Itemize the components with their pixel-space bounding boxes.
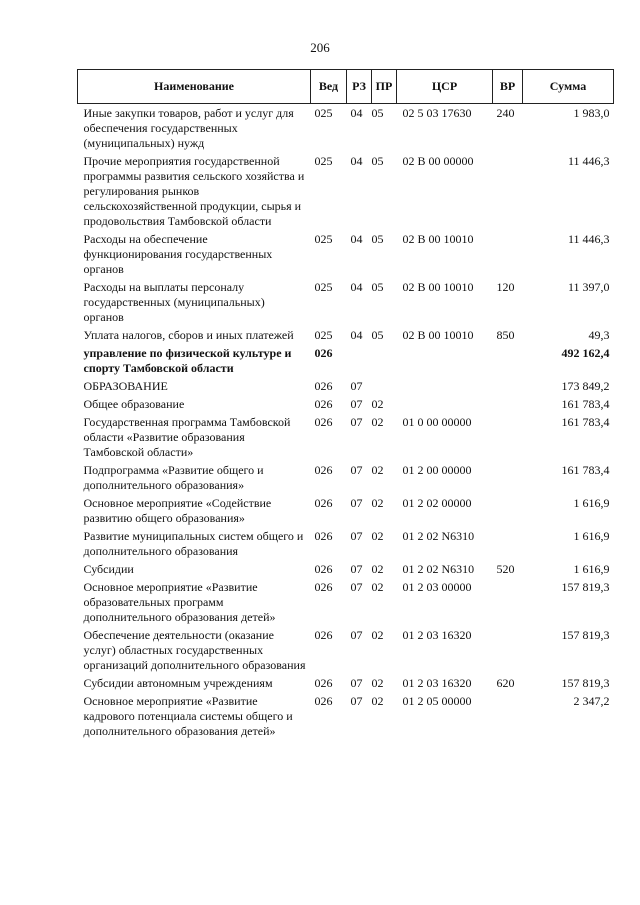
cell-pr: 02 (371, 580, 384, 594)
cell-rz: 04 (350, 106, 363, 120)
cell-csr: 01 2 02 00000 (402, 496, 472, 510)
cell-sum: 161 783,4 (561, 397, 610, 411)
header-pr: ПР (372, 70, 397, 104)
table-row (78, 379, 614, 397)
cell-sum: 173 849,2 (561, 379, 610, 393)
cell-ved: 025 (314, 232, 333, 246)
header-name: Наименование (78, 70, 311, 104)
cell-rz: 04 (350, 280, 363, 294)
cell-pr: 05 (371, 280, 384, 294)
cell-rz: 07 (350, 562, 363, 576)
cell-pr: 05 (371, 328, 384, 342)
table-row (78, 346, 614, 379)
cell-pr: 02 (371, 628, 384, 642)
cell-vr: 620 (496, 676, 515, 690)
cell-sum: 11 446,3 (567, 154, 610, 168)
cell-vr: 240 (496, 106, 515, 120)
cell-vr: 520 (496, 562, 515, 576)
cell-ved: 026 (314, 496, 333, 510)
cell-pr: 02 (371, 415, 384, 429)
cell-sum: 492 162,4 (561, 346, 610, 360)
table-row (78, 463, 614, 496)
cell-rz: 07 (350, 694, 363, 708)
cell-ved: 026 (314, 676, 333, 690)
cell-ved: 026 (314, 397, 333, 411)
cell-name: Развитие муниципальных систем общего и дополнительного образования (83, 529, 304, 558)
table-row (78, 232, 614, 280)
cell-sum: 1 616,9 (573, 562, 610, 576)
cell-rz (347, 346, 372, 379)
cell-csr: 02 В 00 10010 (402, 328, 474, 342)
budget-table (77, 69, 614, 742)
cell-name: Прочие мероприятия государственной программы развития сельского хозяйства и регулирования рынков сельскохозяйственной продукции, сырья и продовольствия Тамбовской области (83, 154, 305, 228)
cell-vr (493, 379, 523, 397)
cell-name: Обеспечение деятельности (оказание услуг) областных государственных организаций дополнительного образования (83, 628, 306, 672)
cell-ved: 026 (314, 415, 333, 429)
cell-csr: 01 2 03 16320 (402, 628, 472, 642)
cell-sum: 161 783,4 (561, 415, 610, 429)
cell-sum: 157 819,3 (561, 628, 610, 642)
cell-vr (493, 232, 523, 280)
table-row (78, 562, 614, 580)
cell-csr: 01 2 05 00000 (402, 694, 472, 708)
table-row (78, 628, 614, 676)
cell-rz: 07 (350, 496, 363, 510)
cell-rz: 07 (350, 529, 363, 543)
cell-rz: 07 (350, 580, 363, 594)
cell-name: Уплата налогов, сборов и иных платежей (83, 328, 294, 342)
cell-pr: 05 (371, 106, 384, 120)
cell-csr: 02 В 00 10010 (402, 232, 474, 246)
cell-vr (493, 346, 523, 379)
header-vr: ВР (493, 70, 523, 104)
cell-ved: 026 (314, 628, 333, 642)
table-row (78, 280, 614, 328)
cell-sum: 1 616,9 (573, 496, 610, 510)
table-body (78, 104, 614, 743)
cell-sum: 157 819,3 (561, 580, 610, 594)
cell-ved: 026 (314, 346, 333, 360)
cell-vr: 850 (496, 328, 515, 342)
cell-csr (397, 397, 493, 415)
cell-pr: 02 (371, 529, 384, 543)
cell-pr: 02 (371, 562, 384, 576)
cell-ved: 026 (314, 529, 333, 543)
cell-pr: 02 (371, 463, 384, 477)
cell-vr (493, 628, 523, 676)
cell-name: Подпрограмма «Развитие общего и дополнительного образования» (83, 463, 264, 492)
cell-csr: 02 5 03 17630 (402, 106, 472, 120)
table-row (78, 328, 614, 346)
cell-rz: 07 (350, 628, 363, 642)
cell-csr: 01 2 03 00000 (402, 580, 472, 594)
cell-pr: 05 (371, 232, 384, 246)
cell-csr (397, 379, 493, 397)
cell-name: Субсидии (83, 562, 134, 576)
cell-name: Основное мероприятие «Развитие образовательных программ дополнительного образования детей» (83, 580, 276, 624)
table-row (78, 397, 614, 415)
cell-name: Государственная программа Тамбовской области «Развитие образования Тамбовской области» (83, 415, 291, 459)
table-row (78, 496, 614, 529)
cell-ved: 026 (314, 580, 333, 594)
cell-vr: 120 (496, 280, 515, 294)
cell-rz: 04 (350, 232, 363, 246)
cell-ved: 025 (314, 154, 333, 168)
table-row (78, 415, 614, 463)
cell-pr (372, 379, 397, 397)
cell-sum: 11 397,0 (567, 280, 610, 294)
cell-ved: 025 (314, 328, 333, 342)
cell-vr (493, 397, 523, 415)
cell-csr: 01 0 00 00000 (402, 415, 472, 429)
cell-rz: 07 (350, 415, 363, 429)
cell-rz: 07 (350, 463, 363, 477)
cell-name: Расходы на выплаты персоналу государственных (муниципальных) органов (83, 280, 265, 324)
cell-ved: 026 (314, 562, 333, 576)
cell-sum: 11 446,3 (567, 232, 610, 246)
cell-csr: 01 2 02 N6310 (402, 529, 475, 543)
table-row (78, 104, 614, 155)
cell-pr: 02 (371, 397, 384, 411)
cell-pr (372, 346, 397, 379)
cell-vr (493, 415, 523, 463)
cell-rz: 04 (350, 154, 363, 168)
cell-name: Иные закупки товаров, работ и услуг для обеспечения государственных (муниципальных) нужд (83, 106, 294, 150)
cell-name: управление по физической культуре и спорту Тамбовской области (83, 346, 292, 375)
cell-csr: 01 2 00 00000 (402, 463, 472, 477)
cell-sum: 2 347,2 (573, 694, 610, 708)
header-ved: Вед (311, 70, 347, 104)
cell-pr: 02 (371, 496, 384, 510)
cell-ved: 025 (314, 106, 333, 120)
cell-name: Общее образование (83, 397, 185, 411)
cell-csr: 01 2 02 N6310 (402, 562, 475, 576)
cell-ved: 026 (314, 694, 333, 708)
cell-name: Основное мероприятие «Содействие развитию общего образования» (83, 496, 272, 525)
cell-vr (493, 694, 523, 742)
cell-name: Расходы на обеспечение функционирования государственных органов (83, 232, 273, 276)
cell-rz: 07 (350, 676, 363, 690)
cell-vr (493, 496, 523, 529)
cell-pr: 02 (371, 676, 384, 690)
cell-sum: 49,3 (588, 328, 610, 342)
table-row (78, 694, 614, 742)
cell-csr: 01 2 03 16320 (402, 676, 472, 690)
cell-name: ОБРАЗОВАНИЕ (83, 379, 168, 393)
header-csr: ЦСР (397, 70, 493, 104)
cell-ved: 026 (314, 379, 333, 393)
table-row (78, 580, 614, 628)
page-number: 206 (310, 40, 330, 55)
cell-vr (493, 580, 523, 628)
header-rz: РЗ (347, 70, 372, 104)
table-header-row (78, 70, 614, 104)
cell-sum: 157 819,3 (561, 676, 610, 690)
cell-pr: 02 (371, 694, 384, 708)
cell-vr (493, 463, 523, 496)
cell-vr (493, 154, 523, 232)
cell-csr: 02 В 00 10010 (402, 280, 474, 294)
table-row (78, 676, 614, 694)
cell-ved: 026 (314, 463, 333, 477)
cell-rz: 07 (350, 397, 363, 411)
cell-pr: 05 (371, 154, 384, 168)
header-sum: Сумма (523, 70, 614, 104)
table-row (78, 154, 614, 232)
cell-sum: 161 783,4 (561, 463, 610, 477)
cell-rz: 07 (350, 379, 363, 393)
cell-rz: 04 (350, 328, 363, 342)
cell-sum: 1 616,9 (573, 529, 610, 543)
cell-vr (493, 529, 523, 562)
cell-ved: 025 (314, 280, 333, 294)
cell-sum: 1 983,0 (573, 106, 610, 120)
cell-name: Основное мероприятие «Развитие кадрового потенциала системы общего и дополнительного образования детей» (83, 694, 293, 738)
cell-csr: 02 В 00 00000 (402, 154, 474, 168)
cell-csr (397, 346, 493, 379)
cell-name: Субсидии автономным учреждениям (83, 676, 273, 690)
table-row (78, 529, 614, 562)
